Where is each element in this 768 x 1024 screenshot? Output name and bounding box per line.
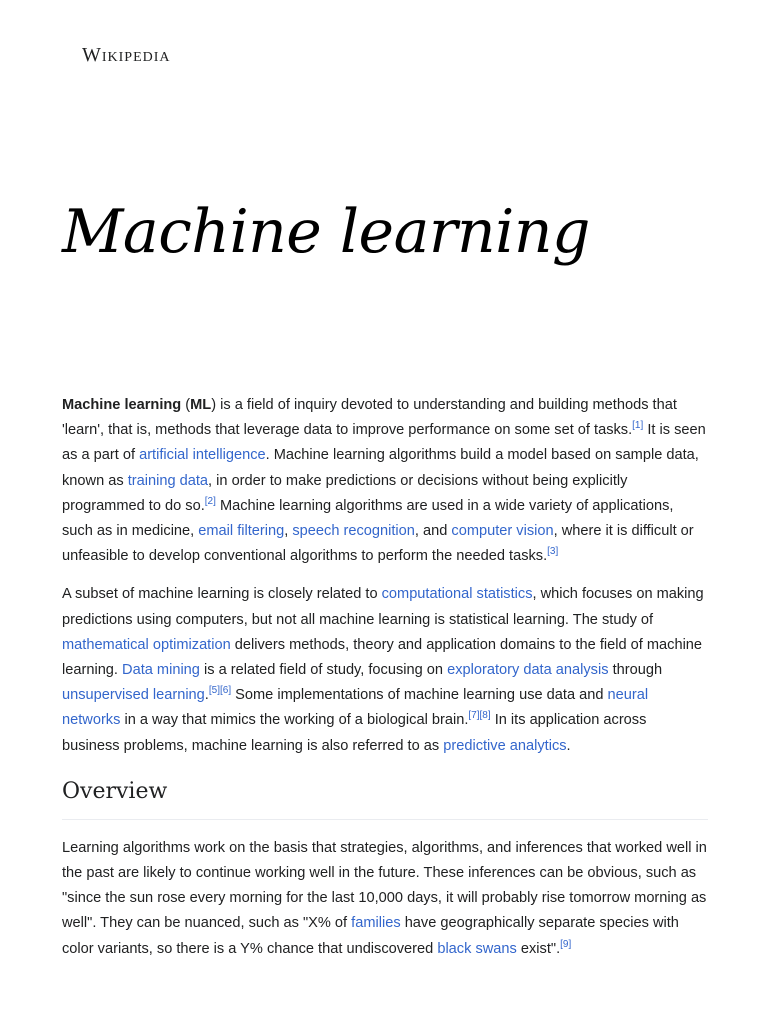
text: exist". xyxy=(516,940,561,957)
section-heading-overview: Overview xyxy=(62,777,708,820)
text: In its application across business problems, machine learning is also referred to as xyxy=(62,712,647,754)
text: ) is a field of inquiry devoted to understanding and building methods that 'learn', that is, methods that leverage data to improve performance on some set of tasks. xyxy=(62,397,677,439)
link-artificial-intelligence[interactable]: artificial intelligence xyxy=(139,447,266,464)
citation-1[interactable]: [1] xyxy=(632,420,644,432)
text: have geographically separate species with color variants, so there is a Y% chance that undiscovered xyxy=(62,915,679,957)
text: , where it is difficult or unfeasible to develop conventional algorithms to perform the needed tasks. xyxy=(62,523,694,565)
citation-7-8[interactable]: [7][8] xyxy=(468,710,491,722)
text: in a way that mimics the working of a biological brain. xyxy=(120,712,469,729)
second-paragraph xyxy=(62,582,708,758)
text: through xyxy=(608,662,663,679)
link-black-swans[interactable]: black swans xyxy=(437,940,517,957)
link-speech-recognition[interactable]: speech recognition xyxy=(292,523,415,540)
link-exploratory-data-analysis[interactable]: exploratory data analysis xyxy=(447,662,609,679)
citation-3[interactable]: [3] xyxy=(547,546,559,558)
text: ( xyxy=(181,397,191,413)
text: A subset of machine learning is closely related to xyxy=(62,586,382,603)
link-neural-networks[interactable]: neural networks xyxy=(62,687,649,729)
link-email-filtering[interactable]: email filtering xyxy=(198,523,285,540)
text: Machine learning algorithms are used in a wide variety of applications, such as in medicine, xyxy=(62,497,674,540)
citation-5-6[interactable]: [5][6] xyxy=(208,685,232,697)
wikipedia-logo[interactable]: Wikipedia xyxy=(82,44,171,66)
text: , and xyxy=(414,523,452,540)
text: , in order to make predictions or decisions without being explicitly programmed to do so. xyxy=(62,472,628,514)
text: It is seen as a part of xyxy=(62,422,706,464)
text: , which focuses on making predictions using computers, but not all machine learning is statistical learning. The study of xyxy=(62,586,704,628)
citation-9[interactable]: [9] xyxy=(560,938,572,950)
text: delivers methods, theory and application domains to the field of machine learning. xyxy=(62,636,703,679)
abbr-bold: ML xyxy=(190,397,212,413)
link-predictive-analytics[interactable]: predictive analytics xyxy=(443,737,567,754)
link-training-data[interactable]: training data xyxy=(127,472,209,489)
overview-paragraph xyxy=(62,836,708,962)
article-body xyxy=(62,393,708,975)
link-families[interactable]: families xyxy=(351,915,401,932)
text: is a related field of study, focusing on xyxy=(199,662,448,679)
text: Learning algorithms work on the basis that strategies, algorithms, and inferences that worked well in the past are likely to continue working well in the future. These inferences can be obvious, such as "since the sun rose every morning for the last 10,000 days, it will probably rise tomorrow morning as well". They can be nuanced, such as "X% of xyxy=(62,839,707,932)
text: . xyxy=(566,737,571,754)
citation-2[interactable]: [2] xyxy=(204,495,216,507)
text: . Machine learning algorithms build a model based on sample data, known as xyxy=(62,447,699,489)
link-computer-vision[interactable]: computer vision xyxy=(451,523,554,540)
term-bold: Machine learning xyxy=(62,397,182,413)
text: Some implementations of machine learning use data and xyxy=(231,687,608,704)
page-title: Machine learning xyxy=(62,197,590,267)
text: , xyxy=(284,523,293,540)
text: . xyxy=(204,687,209,704)
link-mathematical-optimization[interactable]: mathematical optimization xyxy=(62,636,231,653)
link-computational-statistics[interactable]: computational statistics xyxy=(381,586,533,603)
link-data-mining[interactable]: Data mining xyxy=(122,662,200,679)
intro-paragraph xyxy=(62,393,708,569)
link-unsupervised-learning[interactable]: unsupervised learning xyxy=(62,687,205,704)
